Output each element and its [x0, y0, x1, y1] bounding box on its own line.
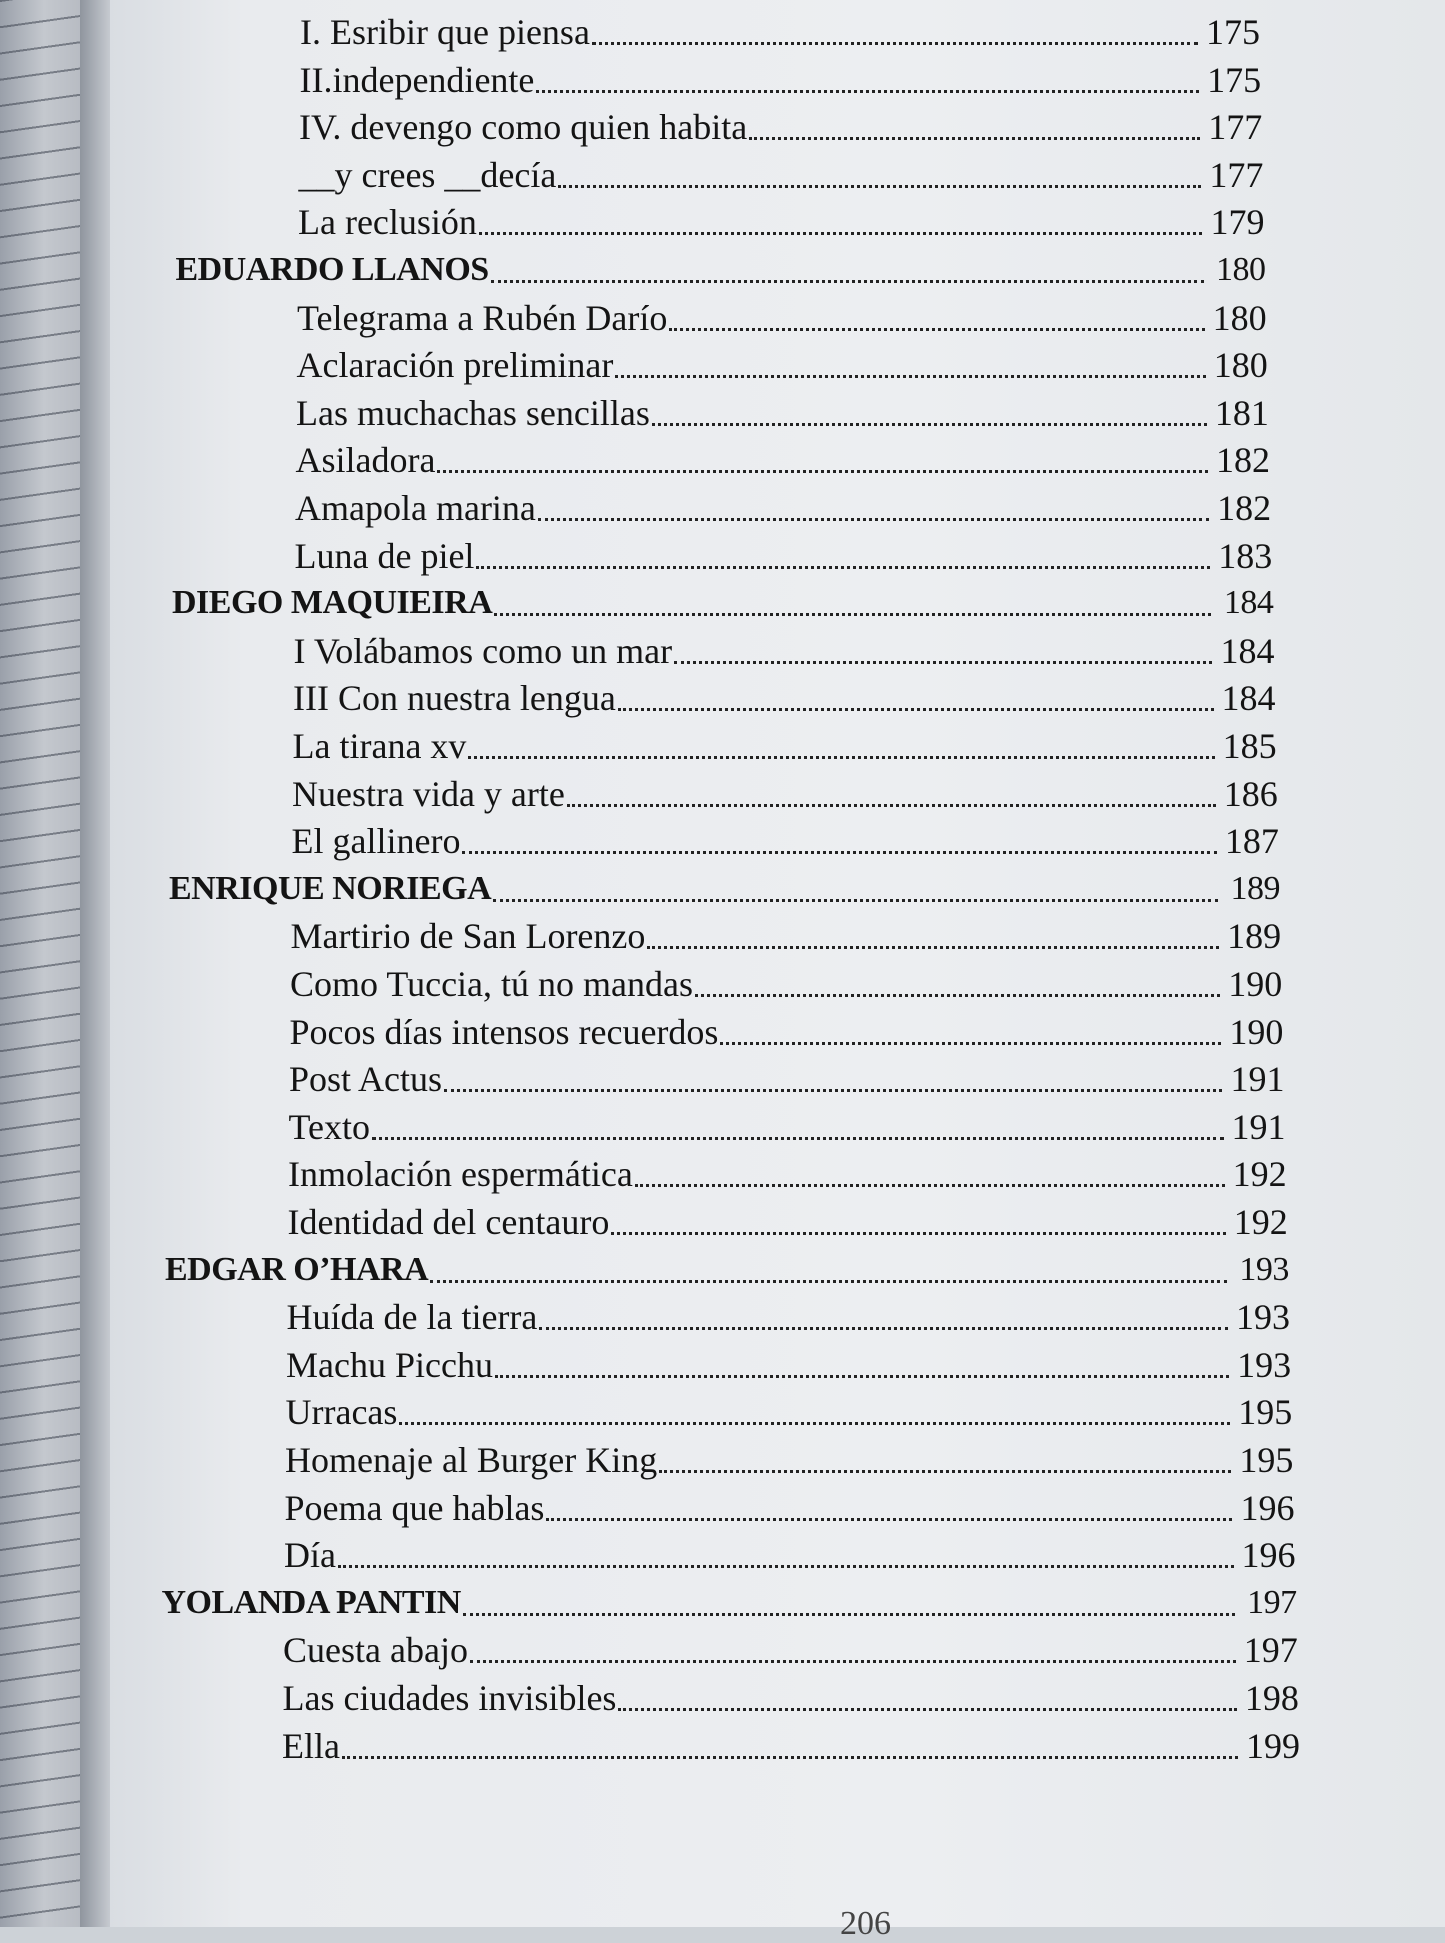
- toc-entry: [296, 438, 1271, 482]
- page-number: 195: [1239, 1440, 1294, 1480]
- toc-author-heading: [162, 1581, 1297, 1625]
- poem-title: Huída de la tierra: [286, 1297, 538, 1338]
- page-number: 195: [1238, 1392, 1293, 1433]
- dot-leader: [618, 1708, 1236, 1711]
- poem-title: Poema que hablas: [284, 1487, 545, 1528]
- page-number: 184: [1223, 584, 1274, 622]
- dot-leader: [695, 994, 1220, 997]
- dot-leader: [618, 708, 1214, 711]
- toc-entry: [293, 724, 1277, 768]
- page-number: 198: [1244, 1678, 1299, 1718]
- toc-entry: [288, 1200, 1288, 1244]
- dot-leader: [468, 756, 1214, 759]
- poem-title: Texto: [288, 1106, 370, 1147]
- page-number: 196: [1240, 1487, 1295, 1528]
- page-number: 190: [1229, 1011, 1284, 1052]
- author-name: YOLANDA PANTIN: [161, 1583, 461, 1621]
- dot-leader: [720, 1042, 1221, 1045]
- author-name: EDGAR O’HARA: [165, 1250, 429, 1288]
- toc-entry: [283, 1676, 1299, 1720]
- dot-leader: [749, 137, 1200, 140]
- toc-entry: [296, 391, 1269, 435]
- toc-author-heading: [165, 1248, 1289, 1292]
- page-number: 186: [1223, 773, 1278, 814]
- toc-entry: [299, 153, 1264, 197]
- dot-leader: [462, 851, 1216, 854]
- dot-leader: [611, 1232, 1225, 1235]
- poem-title: Martirio de San Lorenzo: [290, 916, 646, 957]
- poem-title: Cuesta abajo: [283, 1630, 468, 1671]
- dot-leader: [476, 566, 1210, 569]
- toc-entry: [290, 1010, 1284, 1054]
- poem-title: Identidad del centauro: [287, 1202, 610, 1242]
- poem-title: Ella: [282, 1725, 340, 1766]
- dot-leader: [491, 280, 1204, 283]
- poem-title: Urracas: [285, 1392, 398, 1433]
- page-number: 183: [1218, 535, 1273, 576]
- poem-title: Amapola marina: [295, 488, 536, 528]
- poem-title: Como Tuccia, tú no mandas: [290, 964, 693, 1004]
- poem-title: Telegrama a Rubén Darío: [297, 297, 668, 338]
- page-number: 197: [1243, 1630, 1298, 1671]
- poem-title: La reclusión: [298, 202, 477, 243]
- toc-entry: [300, 58, 1262, 102]
- page-number: 191: [1230, 1059, 1285, 1100]
- toc-entry: [297, 296, 1267, 340]
- dot-leader: [546, 1518, 1232, 1521]
- poem-title: Asiladora: [295, 440, 436, 481]
- poem-title: Las muchachas sencillas: [296, 392, 650, 433]
- toc-entry: [299, 105, 1262, 149]
- poem-title: II.independiente: [299, 59, 535, 100]
- page-folio: 206: [840, 1905, 891, 1942]
- toc-entry: [298, 200, 1264, 244]
- toc-entry: [295, 486, 1271, 530]
- dot-leader: [659, 1470, 1231, 1473]
- toc-author-heading: [172, 581, 1273, 625]
- page-number: 197: [1247, 1583, 1297, 1621]
- poem-title: I. Esribir que piensa: [300, 12, 590, 52]
- page-number: 199: [1246, 1725, 1300, 1766]
- page-number: 184: [1221, 678, 1276, 719]
- poem-title: Post Actus: [289, 1059, 443, 1100]
- poem-title: Día: [284, 1535, 336, 1576]
- page-number: 184: [1220, 630, 1275, 671]
- book-page: [110, 0, 1445, 1942]
- page-number: 180: [1216, 251, 1266, 288]
- page-number: 196: [1241, 1535, 1296, 1576]
- page-number: 180: [1213, 345, 1268, 386]
- poem-title: __y crees __decía: [298, 154, 557, 195]
- poem-title: Machu Picchu: [286, 1344, 493, 1385]
- poem-title: I Volábamos como un mar: [293, 630, 673, 671]
- dot-leader: [463, 1613, 1235, 1616]
- poem-title: Nuestra vida y arte: [292, 773, 565, 814]
- dot-leader: [430, 1280, 1227, 1283]
- dot-leader: [372, 1137, 1224, 1140]
- page-number: 175: [1207, 59, 1262, 100]
- page-number: 180: [1212, 297, 1267, 338]
- dot-leader: [493, 899, 1218, 902]
- poem-title: Aclaración preliminar: [296, 345, 614, 386]
- toc-author-heading: [176, 248, 1266, 292]
- toc-entry: [288, 1152, 1287, 1196]
- page-number: 193: [1236, 1297, 1290, 1338]
- poem-title: Luna de piel: [294, 535, 475, 576]
- toc-entry: [286, 1390, 1293, 1434]
- dot-leader: [495, 1375, 1229, 1378]
- toc-entry: [300, 10, 1260, 54]
- toc-entry: [284, 1533, 1296, 1577]
- page-number: 181: [1214, 392, 1269, 433]
- dot-leader: [479, 232, 1203, 235]
- dot-leader: [437, 470, 1208, 473]
- page-number: 187: [1224, 821, 1279, 862]
- dot-leader: [470, 1660, 1236, 1663]
- toc-entry: [297, 343, 1268, 387]
- page-number: 189: [1230, 869, 1280, 907]
- dot-leader: [615, 375, 1205, 378]
- page-number: 179: [1210, 202, 1265, 243]
- table-of-contents: [110, 0, 1445, 1927]
- toc-entry: [283, 1628, 1298, 1672]
- toc-entry: [292, 819, 1279, 863]
- dot-leader: [494, 613, 1211, 616]
- page-number: 177: [1209, 154, 1264, 195]
- toc-entry: [285, 1438, 1293, 1482]
- page-number: 192: [1233, 1202, 1288, 1242]
- page-number: 182: [1216, 440, 1270, 481]
- page-number: 193: [1237, 1344, 1292, 1385]
- toc-entry: [289, 1105, 1286, 1149]
- toc-entry: [287, 1295, 1291, 1339]
- dot-leader: [567, 804, 1216, 807]
- page-number: 190: [1228, 964, 1283, 1004]
- toc-entry: [290, 962, 1282, 1006]
- page-number: 189: [1227, 916, 1282, 957]
- dot-leader: [536, 90, 1199, 93]
- dot-leader: [652, 423, 1207, 426]
- toc-entry: [293, 676, 1276, 720]
- toc-entry: [289, 1057, 1284, 1101]
- poem-title: Las ciudades invisibles: [282, 1678, 617, 1718]
- toc-entry: [294, 629, 1275, 673]
- poem-title: Inmolación espermática: [288, 1154, 633, 1195]
- dot-leader: [647, 946, 1219, 949]
- toc-author-heading: [169, 867, 1280, 911]
- toc-entry: [291, 914, 1282, 958]
- poem-title: Homenaje al Burger King: [285, 1440, 658, 1480]
- toc-entry: [285, 1486, 1295, 1530]
- author-name: ENRIQUE NORIEGA: [169, 869, 492, 907]
- dot-leader: [538, 518, 1209, 521]
- page-edge: [0, 0, 80, 1927]
- page-gutter: [80, 0, 110, 1927]
- dot-leader: [635, 1184, 1225, 1187]
- toc-entry: [295, 534, 1273, 578]
- author-name: EDUARDO LLANOS: [175, 251, 489, 288]
- dot-leader: [444, 1089, 1222, 1092]
- toc-entry: [292, 772, 1278, 816]
- page-number: 185: [1222, 726, 1277, 766]
- page-number: 175: [1206, 12, 1260, 52]
- dot-leader: [338, 1565, 1234, 1568]
- poem-title: El gallinero: [291, 821, 461, 862]
- poem-title: Pocos días intensos recuerdos: [289, 1011, 719, 1052]
- poem-title: III Con nuestra lengua: [293, 678, 616, 719]
- dot-leader: [558, 185, 1201, 188]
- dot-leader: [342, 1756, 1238, 1759]
- page-number: 182: [1217, 488, 1272, 528]
- author-name: DIEGO MAQUIEIRA: [172, 584, 493, 622]
- dot-leader: [539, 1327, 1228, 1330]
- dot-leader: [399, 1422, 1230, 1425]
- page-number: 193: [1239, 1250, 1289, 1288]
- dot-leader: [674, 661, 1212, 664]
- toc-entry: [282, 1724, 1300, 1768]
- page-number: 191: [1231, 1106, 1286, 1147]
- poem-title: La tirana xv: [292, 726, 467, 766]
- toc-entry: [286, 1343, 1291, 1387]
- page-number: 192: [1232, 1154, 1287, 1195]
- page-number: 177: [1208, 107, 1263, 148]
- dot-leader: [592, 42, 1198, 45]
- poem-title: IV. devengo como quien habita: [299, 107, 748, 148]
- dot-leader: [669, 328, 1204, 331]
